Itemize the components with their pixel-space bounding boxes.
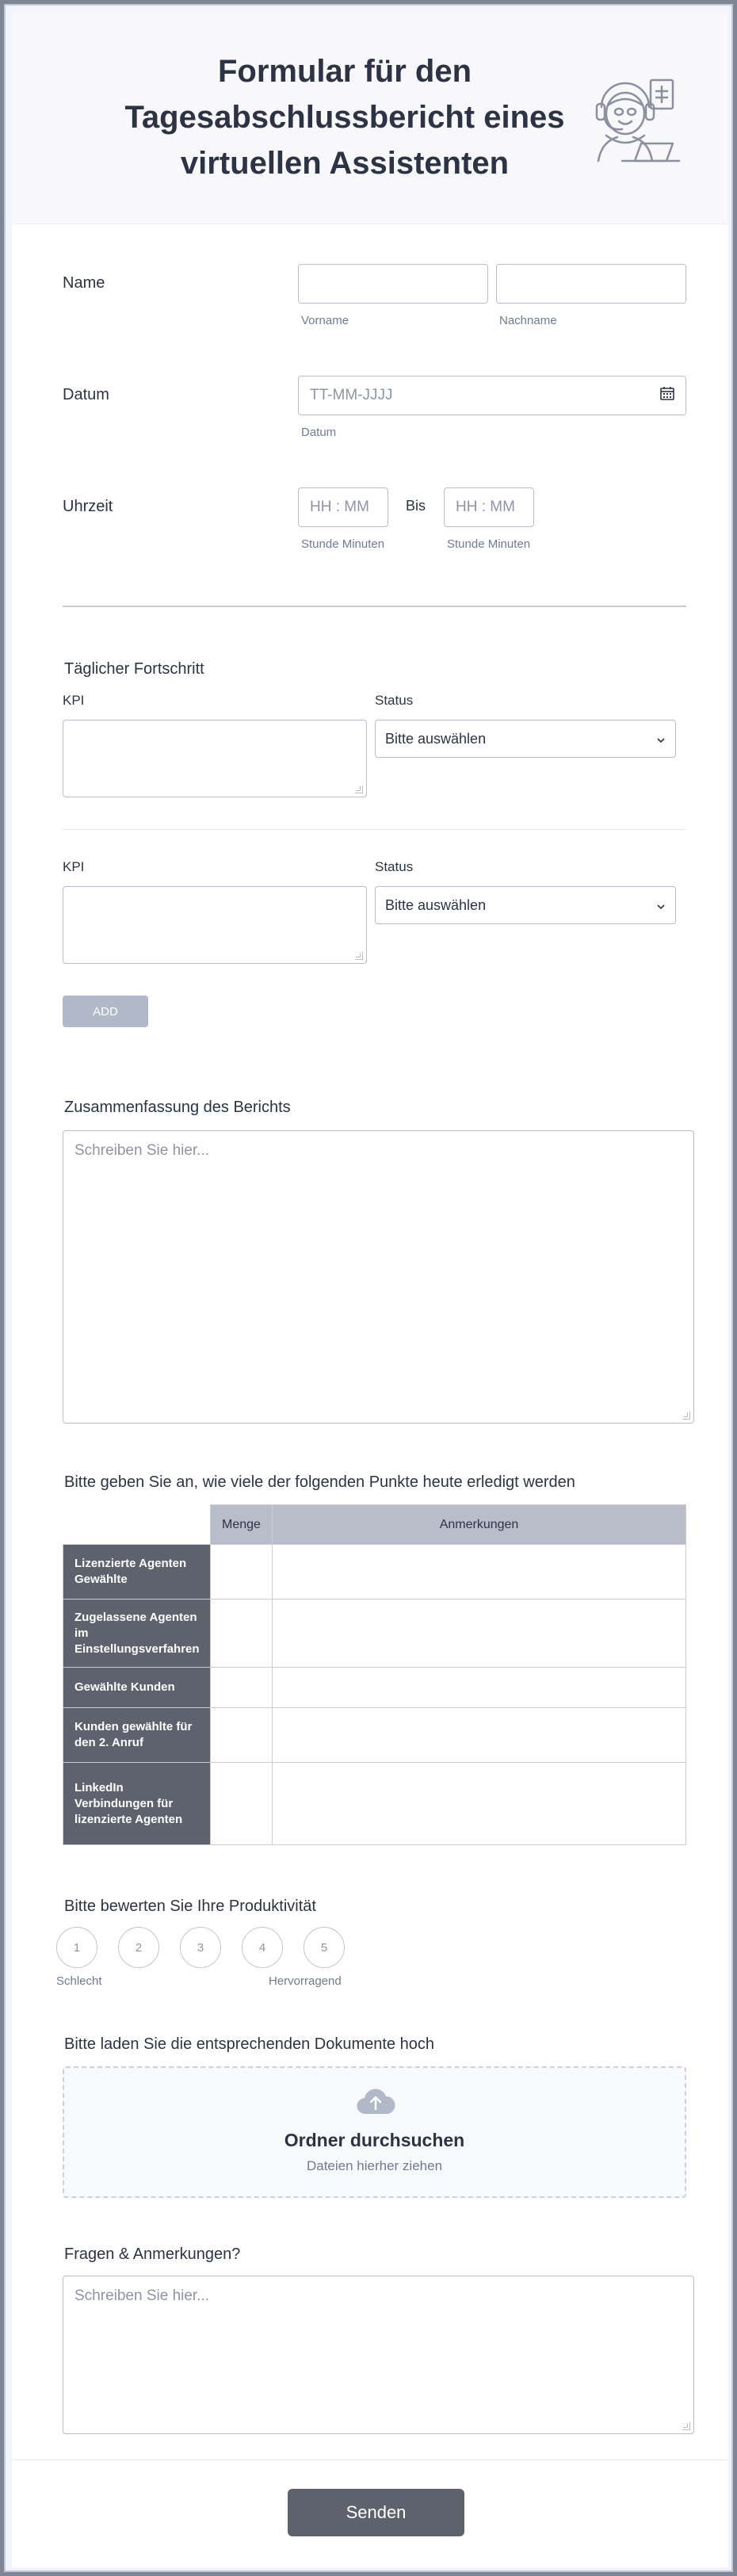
virtual-assistant-headset-icon [590, 72, 685, 167]
matrix-quantity-cell[interactable] [211, 1599, 273, 1668]
matrix-quantity-cell[interactable] [211, 1763, 273, 1845]
matrix-corner [63, 1505, 211, 1545]
summary-placeholder: Schreiben Sie hier... [74, 1142, 210, 1159]
matrix-quantity-cell[interactable] [211, 1545, 273, 1599]
date-label: Datum [63, 386, 109, 403]
time-to-input[interactable] [444, 487, 534, 527]
matrix-row-header: LinkedIn Verbindungen für lizenzierte Agenten [63, 1763, 211, 1845]
time-from-sublabel: Stunde Minuten [301, 537, 385, 551]
rating-low-label: Schlecht [56, 1974, 102, 1988]
status-label: Status [375, 693, 414, 708]
last-name-input[interactable] [496, 264, 686, 304]
summary-textarea[interactable] [63, 1130, 694, 1424]
form-card [12, 10, 728, 2567]
submit-button[interactable]: Senden [288, 2489, 464, 2536]
matrix-notes-cell[interactable] [273, 1763, 686, 1845]
date-placeholder: TT-MM-JJJJ [310, 387, 393, 403]
last-name-sublabel: Nachname [499, 314, 557, 327]
first-name-input[interactable] [298, 264, 488, 304]
time-to-placeholder: HH : MM [456, 499, 515, 515]
status-select[interactable] [375, 720, 676, 758]
upload-dropzone[interactable] [63, 2066, 686, 2198]
matrix-notes-cell[interactable] [273, 1668, 686, 1708]
status-label: Status [375, 859, 414, 874]
form-header [12, 10, 728, 224]
rating-high-label: Hervorragend [269, 1974, 342, 1988]
matrix-quantity-cell[interactable] [211, 1708, 273, 1763]
form-frame [4, 4, 733, 2572]
kpi-textarea[interactable] [63, 886, 367, 964]
first-name-sublabel: Vorname [301, 314, 349, 327]
kpi-textarea[interactable] [63, 720, 367, 797]
time-to-sublabel: Stunde Minuten [447, 537, 531, 551]
matrix-column-header: Menge [211, 1505, 273, 1545]
status-select[interactable] [375, 886, 676, 924]
name-label: Name [63, 274, 105, 292]
questions-placeholder: Schreiben Sie hier... [74, 2287, 210, 2304]
matrix-row-header: Kunden gewählte für den 2. Anruf [63, 1708, 211, 1763]
progress-title: Täglicher Fortschritt [64, 660, 204, 678]
upload-title: Ordner durchsuchen [284, 2130, 465, 2150]
chevron-down-icon [656, 897, 666, 914]
matrix-row-header: Zugelassene Agenten im Einstellungsverfahren [63, 1599, 211, 1668]
chevron-down-icon [656, 731, 666, 747]
upload-label: Bitte laden Sie die entsprechenden Dokumente hoch [64, 2035, 434, 2053]
matrix-row-header: Gewählte Kunden [63, 1668, 211, 1708]
row-divider [63, 829, 686, 830]
summary-label: Zusammenfassung des Berichts [64, 1099, 291, 1116]
cloud-upload-icon [356, 2087, 395, 2119]
footer-divider [12, 2459, 728, 2460]
matrix-row-header: Lizenzierte Agenten Gewählte [63, 1545, 211, 1599]
rating-option-4[interactable]: 4 [242, 1927, 283, 1968]
section-divider [63, 606, 686, 607]
questions-label: Fragen & Anmerkungen? [64, 2245, 241, 2263]
matrix-quantity-cell[interactable] [211, 1668, 273, 1708]
rating-option-5[interactable]: 5 [304, 1927, 345, 1968]
rating-option-2[interactable]: 2 [118, 1927, 159, 1968]
time-label: Uhrzeit [63, 498, 113, 515]
add-row-button[interactable]: ADD [63, 996, 148, 1027]
time-separator: Bis [406, 498, 426, 514]
rating-option-1[interactable]: 1 [56, 1927, 97, 1968]
date-sublabel: Datum [301, 426, 337, 439]
time-from-input[interactable] [298, 487, 388, 527]
form-title: Formular für den Tagesabschlussbericht eines virtuellen Assistenten [124, 54, 565, 181]
upload-subtitle: Dateien hierher ziehen [306, 2158, 443, 2173]
rating-label: Bitte bewerten Sie Ihre Produktivität [64, 1898, 316, 1915]
kpi-label: KPI [63, 859, 85, 874]
matrix-notes-cell[interactable] [273, 1599, 686, 1668]
matrix-notes-cell[interactable] [273, 1545, 686, 1599]
time-from-placeholder: HH : MM [310, 499, 369, 515]
matrix-column-header: Anmerkungen [273, 1505, 686, 1545]
questions-textarea[interactable] [63, 2276, 694, 2434]
date-input[interactable] [298, 376, 686, 415]
matrix-label: Bitte geben Sie an, wie viele der folgenden Punkte heute erledigt werden [64, 1473, 575, 1491]
rating-option-3[interactable]: 3 [180, 1927, 221, 1968]
status-select-value: Bitte auswählen [385, 896, 487, 913]
matrix-table [63, 1504, 686, 1845]
status-select-value: Bitte auswählen [385, 730, 487, 747]
matrix-notes-cell[interactable] [273, 1708, 686, 1763]
calendar-icon[interactable] [660, 386, 674, 405]
kpi-label: KPI [63, 693, 85, 708]
